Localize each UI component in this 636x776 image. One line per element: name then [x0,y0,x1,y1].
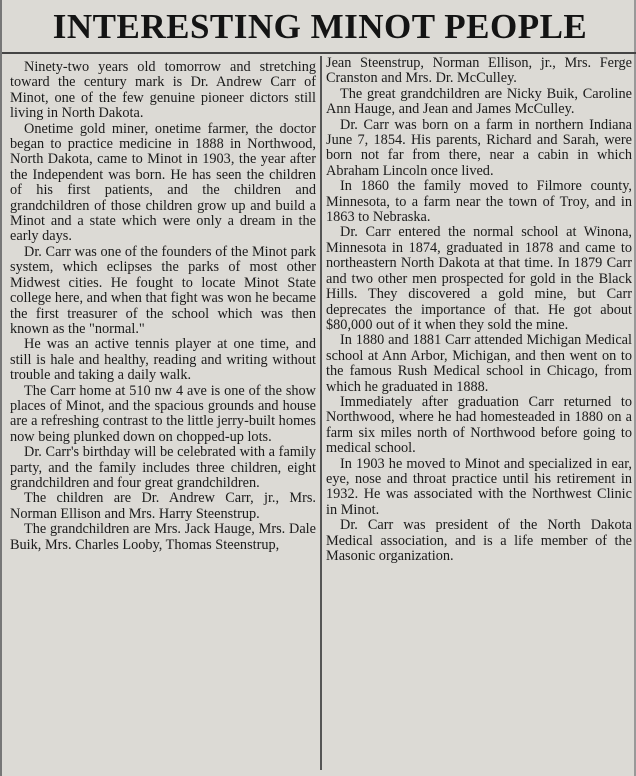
right-column [326,56,632,768]
paragraph-tennis: He was an active tennis player at one time, and still is hale and healthy, reading and writing without trouble and taking a daily walk. [10,336,316,384]
paragraph-grandchildren: The grandchildren are Mrs. Jack Hauge, Mrs. Dale Buik, Mrs. Charles Looby, Thomas Steenstrup, [10,521,316,553]
column-divider [320,56,322,770]
paragraph-background: Onetime gold miner, onetime farmer, the doctor began to practice medicine in 1888 in Northwood, North Dakota, came to Minot in 1903, the year after the Independent was born. He has seen the children of his first patients, and the children and grandchildren of those children grow up and build a Minot and a state which were only a dream in the early days. [10,120,316,245]
paragraph-great-grandchildren: The great grandchildren are Nicky Buik, Caroline Ann Hauge, and Jean and James McCulley. [326,85,632,118]
paragraph-home: The Carr home at 510 nw 4 ave is one of the show places of Minot, and the spacious grounds and house are a refreshing contrast to the little jerry-built homes now being plunked down on chopped-up lots. [10,382,316,445]
paragraph-children: The children are Dr. Andrew Carr, jr., Mrs. Norman Ellison and Mrs. Harry Steenstrup. [10,490,316,522]
paragraph-birthday: Dr. Carr's birthday will be celebrated with a family party, and the family includes three children, eight grandchildren and four great grandchildren. [10,444,316,491]
paragraph-lead: Ninety-two years old tomorrow and stretching toward the century mark is Dr. Andrew Carr of Minot, one of the few genuine pioneer dictors still living in North Dakota. [10,59,316,122]
paragraph-northwood: Immediately after graduation Carr returned to Northwood, where he had homesteaded in 1880 on a farm six miles north of Northwood before going to medical school. [326,393,632,457]
paragraph-minot-practice: In 1903 he moved to Minot and specialized in ear, eye, nose and throat practice until his retirement in 1932. He was associated with the Northwest Clinic in Minot. [326,455,632,518]
paragraph-medical-school: In 1880 and 1881 Carr attended Michigan Medical school at Ann Arbor, Michigan, and then went on to the famous Rush Medical school in Chicago, from which he graduated in 1888. [326,332,632,395]
paragraph-association: Dr. Carr was president of the North Dakota Medical association, and is a life member of the Masonic organization. [326,517,632,564]
left-column [10,56,316,768]
headline: INTERESTING MINOT PEOPLE [2,0,636,54]
paragraph-grandchildren-continued: Jean Steenstrup, Norman Ellison, jr., Mrs. Ferge Cranston and Mrs. Dr. McCulley. [326,56,632,87]
paragraph-birth: Dr. Carr was born on a farm in northern Indiana June 7, 1854. His parents, Richard and Sarah, were born not far from there, near a cabin in which Abraham Lincoln once lived. [326,116,632,179]
paragraph-park-system: Dr. Carr was one of the founders of the Minot park system, which eclipses the parks of most other Midwest cities. He fought to locate Minot State college here, and when that fight was won he became the first treasurer of the school which was then known as the "normal." [10,243,316,337]
paragraph-normal-school: Dr. Carr entered the normal school at Winona, Minnesota in 1874, graduated in 1878 and came to northeastern North Dakota at that time. In 1879 Carr and two other men prospected for gold in the Black Hills. They discovered a gold mine, but Carr deprecates the importance of that. He got about $80,000 out of it when they sold the mine. [326,224,632,333]
paragraph-family-moves: In 1860 the family moved to Filmore county, Minnesota, to a farm near the town of Troy, and in 1863 to Nebraska. [326,178,632,226]
